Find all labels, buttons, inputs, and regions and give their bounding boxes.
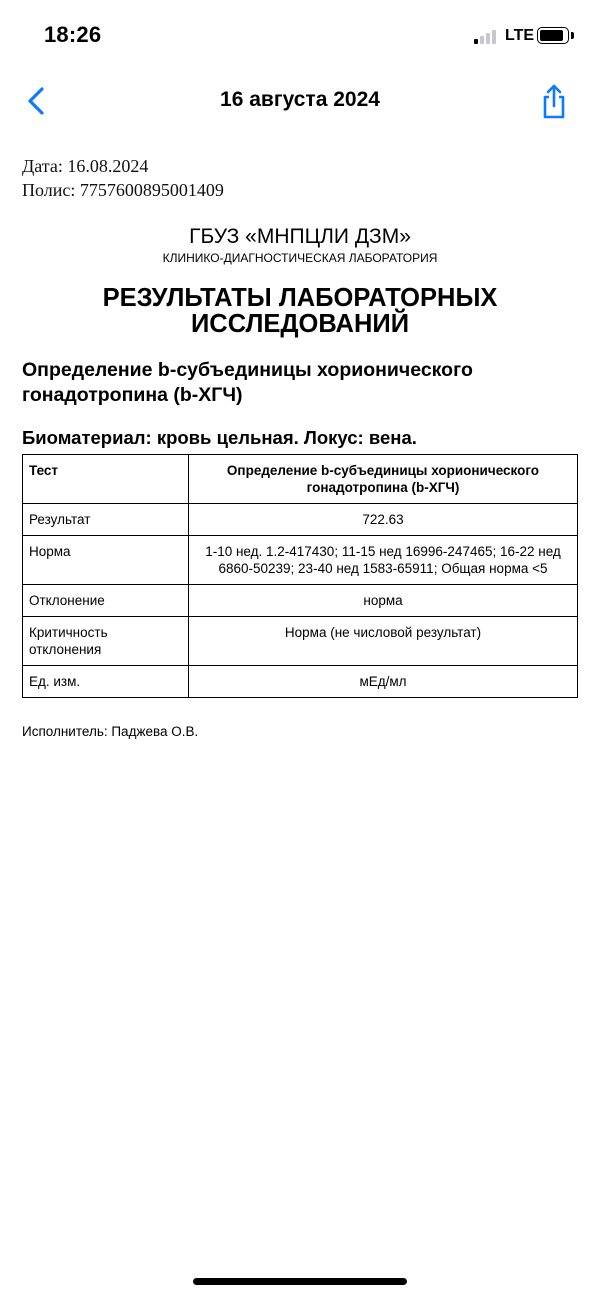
table-row xyxy=(23,585,578,617)
header-cell: Тест xyxy=(23,455,189,504)
page-title: 16 августа 2024 xyxy=(220,88,380,111)
policy-number: Полис: 7757600895001409 xyxy=(22,180,224,200)
biomaterial-line: Биоматериал: кровь цельная. Локус: вена. xyxy=(22,427,417,448)
share-icon xyxy=(538,82,570,120)
table-row xyxy=(23,536,578,585)
results-table xyxy=(22,454,578,698)
laboratory-name: КЛИНИКО-ДИАГНОСТИЧЕСКАЯ ЛАБОРАТОРИЯ xyxy=(162,251,438,265)
test-name: Определение b-субъединицы хорионического гонадотропина (b-ХГЧ) xyxy=(22,359,473,406)
battery-icon xyxy=(537,27,569,44)
table-row xyxy=(23,617,578,666)
report-title: РЕЗУЛЬТАТЫ ЛАБОРАТОРНЫХ ИССЛЕДОВАНИЙ xyxy=(102,284,498,338)
row-value: 1-10 нед. 1.2-417430; 11-15 нед 16996-247465; 16-22 нед 6860-50239; 23-40 нед 1583-65911; Общая норма <5 xyxy=(189,536,578,585)
row-label: Результат xyxy=(23,504,189,536)
share-button[interactable] xyxy=(538,82,570,120)
row-label: Критичность отклонения xyxy=(23,617,189,666)
performer-line: Исполнитель: Паджева О.В. xyxy=(22,724,199,739)
row-label: Отклонение xyxy=(23,585,189,617)
signal-icon xyxy=(474,30,500,44)
nav-bar xyxy=(0,70,600,132)
row-value: Норма (не числовой результат) xyxy=(189,617,578,666)
table-row xyxy=(23,504,578,536)
organization-name: ГБУЗ «МНПЦЛИ ДЗМ» xyxy=(189,225,411,248)
battery-tip xyxy=(571,32,574,39)
status-time: 18:26 xyxy=(44,22,102,47)
row-value: 722.63 xyxy=(189,504,578,536)
row-value: норма xyxy=(189,585,578,617)
report-date: Дата: 16.08.2024 xyxy=(22,156,149,176)
row-label: Норма xyxy=(23,536,189,585)
header-cell: Определение b-субъединицы хорионического гонадотропина (b-ХГЧ) xyxy=(189,455,578,504)
table-row xyxy=(23,666,578,698)
home-indicator[interactable] xyxy=(193,1278,407,1285)
row-value: мЕд/мл xyxy=(189,666,578,698)
status-bar xyxy=(0,0,600,70)
network-type: LTE xyxy=(505,27,535,44)
table-header-row xyxy=(23,455,578,504)
row-label: Ед. изм. xyxy=(23,666,189,698)
